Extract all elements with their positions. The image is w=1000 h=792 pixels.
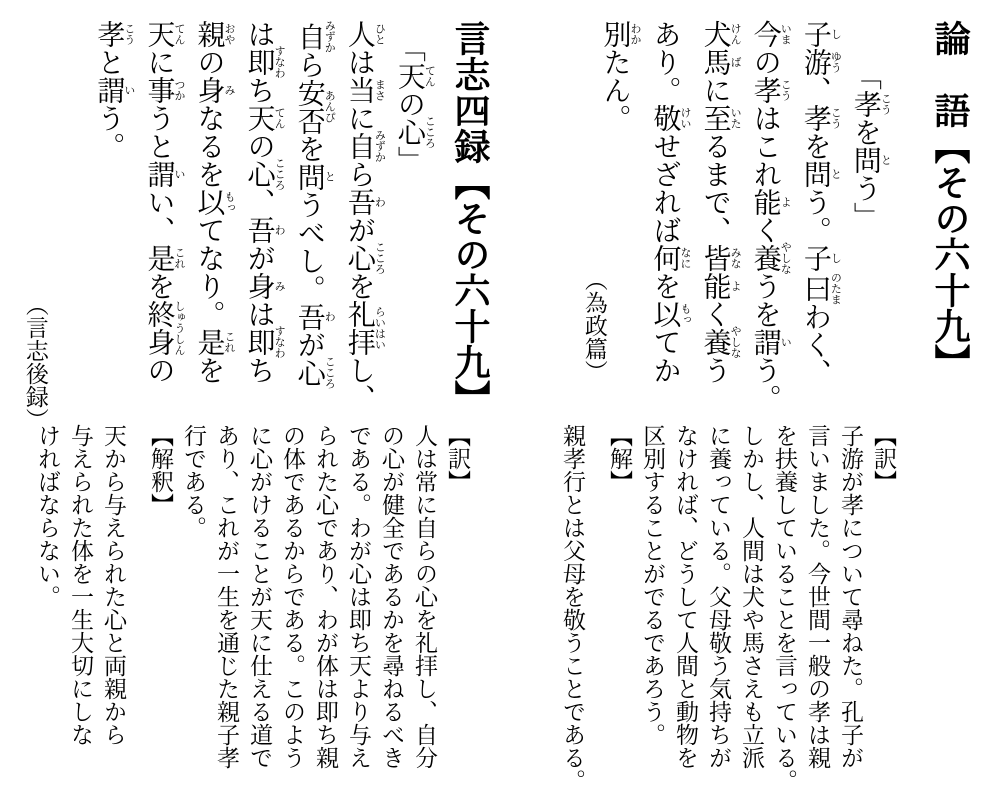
text-column: ければならない。 bbox=[35, 424, 61, 608]
furigana-annotated-text: 馬ば bbox=[699, 48, 742, 76]
furigana-annotated-text: 謂い bbox=[93, 76, 135, 104]
text-column: 行である。 bbox=[181, 424, 207, 539]
text-column: られた心であり、わが体は即ち親 bbox=[313, 424, 339, 769]
text-column: 別わかたん。 bbox=[599, 20, 641, 132]
furigana-annotated-text: 是これ bbox=[143, 244, 185, 272]
furigana-annotated-text: 以もっ bbox=[649, 300, 692, 328]
text-column: 子游が孝について尋ねた。孔子が bbox=[838, 424, 864, 769]
furigana-annotated-text: 礼拝らいはい bbox=[343, 300, 386, 356]
text-column: あり。敬けいせざれば何なにを以もってか bbox=[649, 20, 692, 384]
furigana-annotated-text: 孝こう bbox=[93, 20, 135, 48]
rongo-source-citation: （為政篇） bbox=[581, 268, 607, 383]
title-column: 論 語【その六十九】 bbox=[930, 20, 970, 380]
subtitle-column: 「天てんの心こころ」 bbox=[393, 20, 436, 174]
label-column: 【訳】 bbox=[871, 424, 897, 493]
text-column: 与えられた体を一生大切にしな bbox=[68, 424, 94, 746]
furigana-annotated-text: 自みずか bbox=[293, 20, 336, 53]
furigana-annotated-text: 身み bbox=[193, 76, 236, 104]
furigana-annotated-text: 身み bbox=[243, 272, 286, 300]
furigana-annotated-text: 孝こう bbox=[749, 76, 792, 104]
text-column: である。わが心は即ち天より与え bbox=[346, 424, 372, 769]
furigana-annotated-text: 游ゆう bbox=[799, 48, 842, 76]
text-column: しかし、人間は犬や馬さえも立派 bbox=[739, 424, 765, 769]
furigana-annotated-text: 至いた bbox=[699, 104, 742, 132]
furigana-annotated-text: 孝こう bbox=[799, 104, 842, 132]
text-column: を扶養していることを言っている。 bbox=[772, 424, 798, 792]
furigana-annotated-text: 別わか bbox=[599, 20, 641, 48]
furigana-annotated-text: 以もっ bbox=[193, 188, 236, 216]
text-column: 孝こうと謂いう。 bbox=[93, 20, 135, 160]
text-column: 天てんに事つかうと謂いい、是これを終身しゅうしんの bbox=[143, 20, 185, 384]
furigana-annotated-text: 自みずか bbox=[343, 129, 386, 163]
furigana-annotated-text: 謂い bbox=[749, 328, 792, 356]
text-column: 犬けん馬ばに至いたるまで、皆みな能よく養やしなう bbox=[699, 20, 742, 384]
label-column: 【訳】 bbox=[445, 424, 471, 493]
text-column: に心がけることが天に仕える道で bbox=[247, 424, 273, 769]
furigana-annotated-text: 孝こう bbox=[849, 90, 892, 118]
furigana-annotated-text: 能よ bbox=[749, 188, 792, 216]
furigana-annotated-text: 天てん bbox=[143, 20, 185, 48]
genshi-source-citation: （言志後録） bbox=[22, 293, 48, 431]
furigana-annotated-text: 親おや bbox=[193, 20, 236, 48]
furigana-annotated-text: 即すなわ bbox=[243, 45, 286, 79]
furigana-annotated-text: 吾わ bbox=[293, 302, 336, 331]
furigana-annotated-text: 心こころ bbox=[293, 356, 336, 389]
furigana-annotated-text: 天てん bbox=[243, 104, 286, 132]
furigana-annotated-text: 心こころ bbox=[243, 157, 286, 191]
title-column: 言志四録【その六十九】 bbox=[450, 20, 490, 416]
genshi-classical-section bbox=[85, 20, 494, 414]
label-column: 【解釈】 bbox=[148, 424, 174, 516]
furigana-annotated-text: 養やしな bbox=[699, 325, 742, 359]
furigana-annotated-text: 犬けん bbox=[699, 20, 742, 48]
rongo-translation-section bbox=[556, 424, 900, 792]
furigana-annotated-text: 人ひと bbox=[343, 20, 386, 48]
text-column: 今いまの孝こうはこれ能よく養やしなうを謂いう。 bbox=[749, 20, 792, 412]
furigana-annotated-text: 心こころ bbox=[343, 241, 386, 275]
furigana-annotated-text: 吾わ bbox=[243, 216, 286, 244]
text-column: 人は常に自らの心を礼拝し、自分 bbox=[412, 424, 438, 769]
rongo-classical-section bbox=[591, 20, 974, 414]
furigana-annotated-text: 問と bbox=[799, 160, 842, 188]
furigana-annotated-text: 吾わ bbox=[343, 188, 386, 216]
furigana-annotated-text: 事つか bbox=[143, 76, 185, 104]
text-column: 自みずから安否あんぴを問とうべし。吾わが心こころ bbox=[293, 20, 336, 389]
text-column: に養っている。父母敬う気持ちが bbox=[706, 424, 732, 769]
furigana-annotated-text: 今いま bbox=[749, 20, 792, 48]
label-column: 【解】 bbox=[607, 424, 633, 493]
furigana-annotated-text: 何なに bbox=[649, 244, 692, 272]
text-column: 親おやの身みなるを以もってなり。是これを bbox=[193, 20, 236, 384]
furigana-annotated-text: 終身しゅうしん bbox=[143, 300, 185, 356]
text-column: 人ひとは当まさに自みずから吾わが心こころを礼拝らいはいし、 bbox=[343, 20, 386, 412]
furigana-annotated-text: 子し bbox=[799, 20, 842, 48]
furigana-annotated-text: 当まさ bbox=[343, 76, 386, 104]
text-column: 言いました。今世間一般の孝は親 bbox=[805, 424, 831, 769]
furigana-annotated-text: 皆みな bbox=[699, 244, 742, 272]
text-column: あり、これが一生を通じた親子孝 bbox=[214, 424, 240, 769]
furigana-annotated-text: 問と bbox=[293, 162, 336, 191]
furigana-annotated-text: 謂い bbox=[143, 160, 185, 188]
furigana-annotated-text: 敬けい bbox=[649, 104, 692, 132]
furigana-annotated-text: 是これ bbox=[193, 328, 236, 356]
text-column: は即すなわち天てんの心こころ、吾わが身みは即すなわち bbox=[243, 20, 286, 384]
subtitle-column: 「孝こうを問とう」 bbox=[849, 20, 892, 230]
text-column: 親孝行とは父母を敬うことである。 bbox=[560, 424, 586, 792]
furigana-annotated-text: 曰のたま bbox=[799, 272, 842, 305]
text-column: の心が健全であるかを尋ねるべき bbox=[379, 424, 405, 769]
furigana-annotated-text: 養やしな bbox=[749, 241, 792, 275]
text-column: 天から与えられた心と両親から bbox=[101, 424, 127, 746]
furigana-annotated-text: 天てん bbox=[393, 62, 436, 90]
furigana-annotated-text: 即すなわ bbox=[243, 325, 286, 359]
furigana-annotated-text: 子し bbox=[799, 244, 842, 272]
furigana-annotated-text: 安否あんぴ bbox=[293, 78, 336, 135]
furigana-annotated-text: 心こころ bbox=[393, 115, 436, 149]
furigana-annotated-text: 能よ bbox=[699, 272, 742, 300]
text-column: の体であるからである。このよう bbox=[280, 424, 306, 769]
genshi-translation-section bbox=[31, 424, 474, 792]
furigana-annotated-text: 問と bbox=[849, 146, 892, 174]
text-column: 子し游ゆう、孝こうを問とう。子し曰のたまわく、 bbox=[799, 20, 842, 387]
text-column: 区別することがでるであろう。 bbox=[640, 424, 666, 746]
text-column: なければ、どうして人間と動物を bbox=[673, 424, 699, 769]
